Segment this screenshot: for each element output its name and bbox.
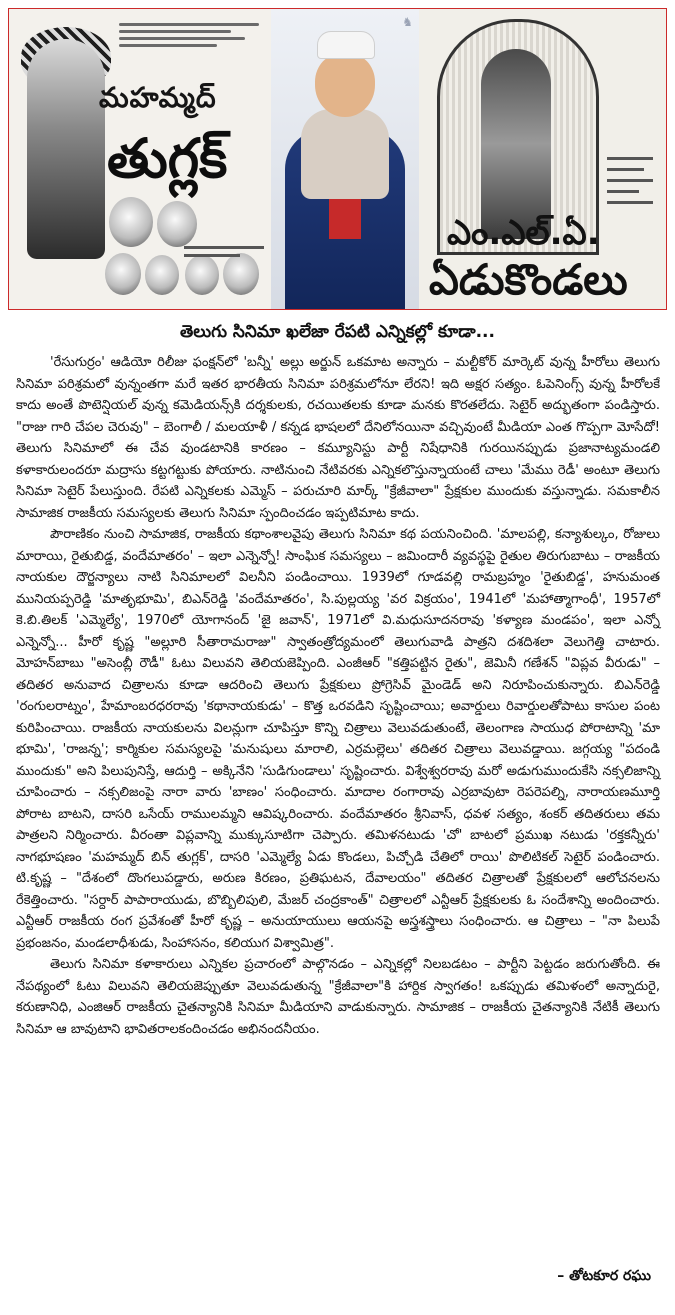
poster-title-line2: తుగ్లక్: [107, 127, 228, 190]
article-headline: తెలుగు సినిమా ఖలేజా రేపటి ఎన్నికల్లో కూడా...: [180, 322, 495, 342]
cast-face: [105, 253, 141, 295]
article-paragraph: తెలుగు సినిమా కళాకారులు ఎన్నికల ప్రచారంలో పాల్గొనడం – ఎన్నికల్లో నిలబడటం – పార్టీని పెట్టడం జరుగుతోంది. ఈ నేపథ్యంలో ఓటు విలువని తెలియజెప్పుతూ వెలువడుతున్న "క్రేజీవాలా"కి హార్దిక స్వాగతం! ఒకప్పుడు తమిళంలో అన్నాదురై, కరుణానిధి, ఎంజిఆర్ రాజకీయ చైతన్యానికి సినిమా మీడియాని వాడుకున్నారు. సామాజిక – రాజకీయ చైతన్యానికి నేటికీ తెలుగు సినిమా ఆ బావుటాని భావితరాలకందించడం అభినందనీయం.: [16, 957, 660, 1037]
poster-mahammad-bin-tughlaq: [9, 9, 272, 309]
article-paragraph: 'రేసుగుర్రం' ఆడియో రిలీజు ఫంక్షన్‌లో 'బన్నీ' అల్లు అర్జున్ ఒకమాట అన్నారు – మల్టీకోర్ మార్కెట్ వున్న హీరోలు తెలుగు సినిమా పరిశ్రమలో వున్నంతగా మరే ఇతర భారతీయ సినిమా పరిశ్రమలోనూ లేరని! ఇది అక్షర సత్యం. ఓపెనింగ్స్ వున్న హీరోలకే కాదు అంతే పొటెన్షియల్ వున్న కమెడియన్స్‌కి దర్శకులకు, రచయితలకు కూడా మనకు కొరతలేదు. సెటైర్ అద్భుతంగా పండిస్తారు. "రాజు గారి చేపల చెరువు" – బెంగాలీ / మలయాళీ / కన్నడ భాషలలో దేనిలోనయినా వచ్చివుంటే మీడియా ఎంత గొప్పగా మోసేదో! తెలుగు సినిమాలో ఈ చేవ వుండటానికి కారణం – కమ్యూనిస్టు పార్టీ నిషేధానికి గురయినప్పుడు ప్రజానాట్యమండలి కళాకారులందరూ మద్రాసు కట్టగట్టుకు పోయారు. నాటినుంచి నేటివరకు ఎన్నికలొస్తున్నాయంటే చాలు 'మేము రెడీ' అంటూ తెలుగు సినిమా సెటైర్ పేలుస్తుంది. రేపటి ఎన్నికలకు ఎమ్మెస్ – పరుచూరి మార్క్ "క్రేజీవాలా" ప్రేక్షకుల ముందుకు వస్తున్నాడు. సమకాలీన సామాజిక రాజకీయ సమస్యలకు తెలుగు సినిమా స్పందించడం ఇప్పటిమాట కాదు.: [16, 355, 660, 521]
poster-credits-side: [607, 149, 653, 212]
banner-image: [8, 8, 667, 310]
poster-title-line2: ఏడుకొండలు: [429, 255, 628, 304]
actor-figure: [27, 39, 105, 259]
article-paragraph: పౌరాణికం నుంచి సామాజిక, రాజకీయ కథాంశాలవైపు తెలుగు సినిమా కథ పయనించింది. 'మాలపల్లి, కన్యాశుల్కం, రోజులు మారాయి, రైతుబిడ్డ, వందేమాతరం' – ఇలా ఎన్నెన్నో! సాంఘిక సమస్యలు – జమిందారీ వ్యవస్థపై రైతుల తిరుగుబాటు – రాజకీయ నాయకుల దౌర్జన్యాలు నాటి సినిమాలలో విలనీని పండించాయి. 1939లో గూడవల్లి రామబ్రహ్మం 'రైతుబిడ్డ', హనుమంత మునియప్పరెడ్డి 'మాతృభూమి', బిఎన్‌రెడ్డి 'వందేమాతరం', సి.పుల్లయ్య 'వర విక్రయం', 1941లో 'మహాత్మాగాంధీ', 1957లో కె.బి.తిలక్ 'ఎమ్మెల్యే', 1970లో యోగానంద్ 'జై జవాన్', 1971లో వి.మధుసూదనరావు 'కళ్యాణ మండపం', ఇలా ఎన్నో ఎన్నెన్నో... హీరో కృష్ణ "అల్లూరి సీతారామరాజు" స్వాతంత్రోద్యమంలో తెలుగువాడి పాత్రని దశదిశలా వెలుగెత్తి చాటారు. మోహన్‌బాబు "అసెంబ్లీ రౌడీ" ఓటు విలువని తెలియజెప్పింది. ఎంజీఆర్ "కత్తిపట్టిన రైతు", జెమినీ గణేశన్ "విప్లవ వీరుడు" – తదితర అనువాద చిత్రాలను కూడా ఆదరించి తెలుగు ప్రేక్షకులు ప్రోగ్రెసివ్ మైండెడ్ అని నిరూపించుకున్నారు. బిఎన్‌రెడ్డి 'రంగులరాట్నం', హేమాంబరధరరావు 'కథానాయకుడు' – కొత్త ఒరవడిని సృష్టించాయి; అవార్డులు రివార్డులతోపాటు కాసుల పంట కురిపించాయి. రాజకీయ నాయకులను విలన్లుగా చూపిస్తూ కొన్ని చిత్రాలు వెలువడుతుంటే, తెలంగాణ సాయుధ పోరాటాన్ని 'మా భూమి', 'రాజన్న'; కార్మికుల సమస్యలపై 'మనుషులు మారాలి, ఎర్రమల్లెలు' తదితర చిత్రాలు వెలువడ్డాయి. జగ్గయ్య "పదండి ముందుకు" అని పిలుపునిస్తే, ఆదుర్తి – అక్కినేని 'సుడిగుండాలు' సృష్టించారు. విశ్వేశ్వరరావు మరో అడుగుముందుకేసి నక్సలిజాన్ని చూపించారు – నక్సలిజంపై నారా వారు 'బాణం' సంధించారు. మాదాల రంగారావు ఎర్రబావుటా రెపరెపల్ని, నారాయణమూర్తి పోరాట బాటని, దాసరి ఒసేయ్ రాములమ్మని ఆవిష్కరించారు. వందేమాతరం శ్రీనివాస్, ధవళ సత్యం, శంకర్ తదితరులు తమ పాత్రలని నిర్మించారు. వీరంతా విప్లవాన్ని ముక్కుసూటిగా చెప్పారు. తమిళనటుడు 'చో' బాటలో ప్రముఖ నటుడు 'రక్తకన్నీరు' నాగభూషణం 'మహమ్మద్ బిన్ తుగ్లక్', దాసరి 'ఎమ్మెల్యే ఏడు కొండలు, పిచ్చోడి చేతిలో రాయి' పొలిటికల్ సెటైర్ పండించారు. టి.కృష్ణ – "దేశంలో దొంగలుపడ్డారు, అరుణ కిరణం, ప్రతిఘటన, దేవాలయం" తదితర చిత్రాలతో ప్రేక్షకులలో ఆలోచనలను రేకెత్తించారు. "సర్దార్ పాపారాయుడు, బొబ్బిలిపులి, మేజర్ చంద్రకాంత్" చిత్రాలలో ఎన్టీఆర్ ప్రేక్షకులకు ఓ సందేశాన్ని అందించారు. ఎన్టీఆర్ రాజకీయ రంగ ప్రవేశంతో హీరో కృష్ణ – అనుయాయులు ఆయనపై అస్త్రశస్త్రాలు సంధించారు. ఆ చిత్రాలు – "నా పిలుపే ప్రభంజనం, మండలాధీశుడు, సింహాసనం, కలియుగ విశ్వామిత్ర".: [16, 527, 660, 951]
cast-face: [145, 255, 179, 295]
article-body: [16, 352, 660, 1040]
actor-figure: [481, 49, 551, 239]
poster-mla-yedukondalu: [419, 9, 667, 309]
poster-title-line1: మహమ్మద్: [99, 81, 217, 114]
author-byline: – తోటకూర రఘు: [557, 1268, 651, 1284]
poster-credits-bottom: [184, 241, 264, 262]
author-photo: [271, 9, 419, 309]
poster-credits-top: [119, 19, 259, 51]
head: [315, 53, 375, 117]
scarf: [301, 109, 389, 199]
cast-face: [109, 197, 153, 247]
poster-title-line1: ఎం.ఎల్.ఏ.: [447, 213, 600, 253]
cap: [317, 31, 375, 59]
watermark-icon: ♞: [402, 15, 413, 29]
